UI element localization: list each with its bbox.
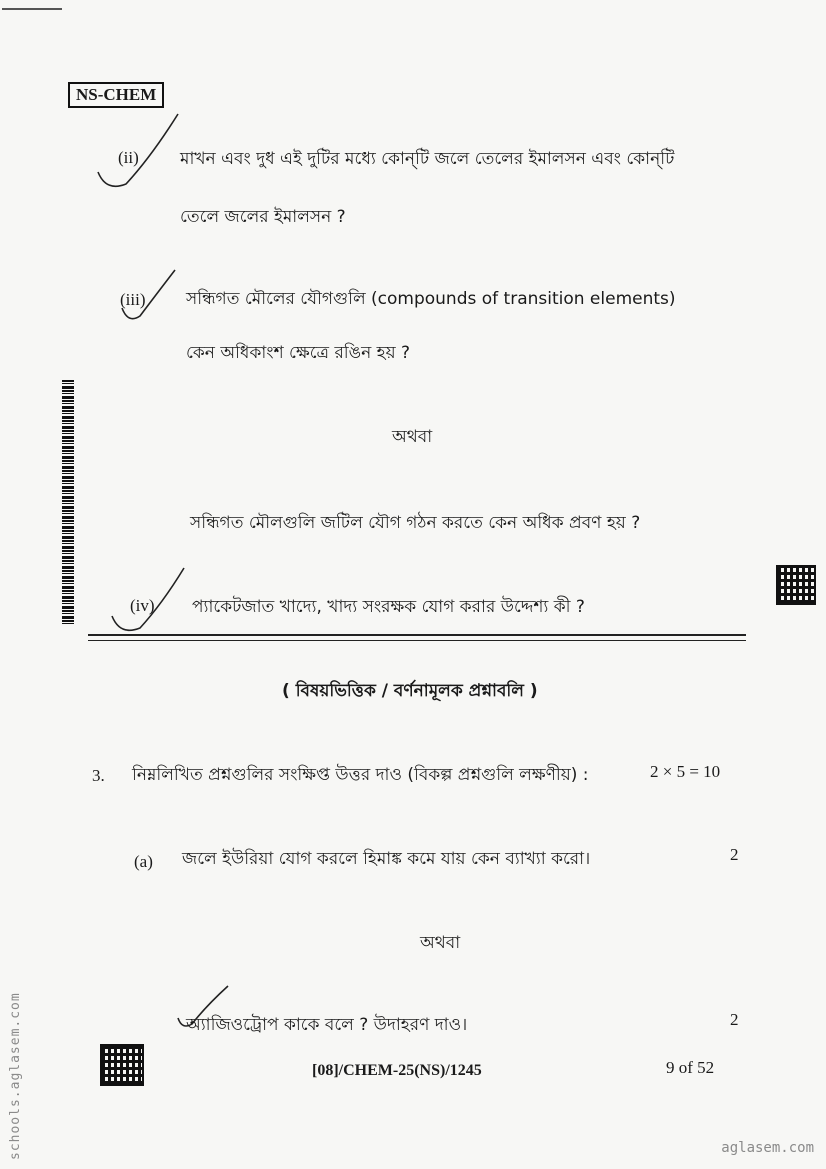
- barcode-image: [62, 380, 74, 626]
- item-iii-alt-text: সন্ধিগত মৌলগুলি জটিল যৌগ গঠন করতে কেন অধিক প্রবণ হয় ?: [190, 513, 641, 533]
- section-title: ( বিষয়ভিত্তিক / বর্ণনামূলক প্রশ্নাবলি ): [282, 681, 538, 701]
- item-iii-text-line2: কেন অধিকাংশ ক্ষেত্রে রঙিন হয় ?: [186, 343, 411, 363]
- check-mark-icon: [110, 566, 190, 636]
- divider-rule: [88, 634, 746, 636]
- page-number: 9 of 52: [666, 1058, 715, 1077]
- item-iv-text: প্যাকেটজাত খাদ্যে, খাদ্য সংরক্ষক যোগ করার উদ্দেশ্য কী ?: [192, 597, 585, 617]
- part-a-text: জলে ইউরিয়া যোগ করলে হিমাঙ্ক কমে যায় কেন ব্যাখ্যা করো।: [182, 849, 591, 869]
- question-3-text: নিম্নলিখিত প্রশ্নগুলির সংক্ষিপ্ত উত্তর দাও (বিকল্প প্রশ্নগুলি লক্ষণীয়) :: [132, 765, 589, 785]
- question-3-marks: 2 × 5 = 10: [650, 762, 721, 781]
- paper-code: [08]/CHEM-25(NS)/1245: [312, 1062, 482, 1079]
- question-number: 3.: [92, 766, 105, 785]
- part-a-alt-text: অ্যাজিওট্রোপ কাকে বলে ? উদাহরণ দাও।: [186, 1015, 468, 1035]
- side-watermark: schools.aglasem.com: [8, 992, 23, 1160]
- qr-code-image: [776, 565, 816, 605]
- item-iii-text-line1: সন্ধিগত মৌলের যৌগগুলি (compounds of transition elements): [186, 289, 676, 309]
- qr-code-image: [100, 1044, 144, 1086]
- part-a-label: (a): [134, 852, 153, 871]
- item-iv-label: (iv): [130, 596, 155, 615]
- item-ii-text-line1: মাখন এবং দুধ এই দুটির মধ্যে কোন্‌টি জলে তেলের ইমালসন এবং কোন্‌টি: [180, 149, 675, 169]
- item-ii-label: (ii): [118, 148, 139, 167]
- check-mark-icon: [120, 268, 180, 326]
- item-ii-text-line2: তেলে জলের ইমালসন ?: [180, 207, 346, 227]
- brand-watermark: aglasem.com: [721, 1140, 814, 1156]
- or-label: অথবা: [420, 933, 461, 953]
- item-iii-label: (iii): [120, 290, 146, 309]
- subject-code-badge: NS-CHEM: [68, 82, 164, 108]
- part-a-alt-marks: 2: [730, 1010, 739, 1029]
- divider-rule: [88, 640, 746, 641]
- check-mark-icon: [96, 112, 186, 192]
- or-label: অথবা: [392, 427, 433, 447]
- part-a-marks: 2: [730, 845, 739, 864]
- top-edge-mark: [2, 8, 62, 10]
